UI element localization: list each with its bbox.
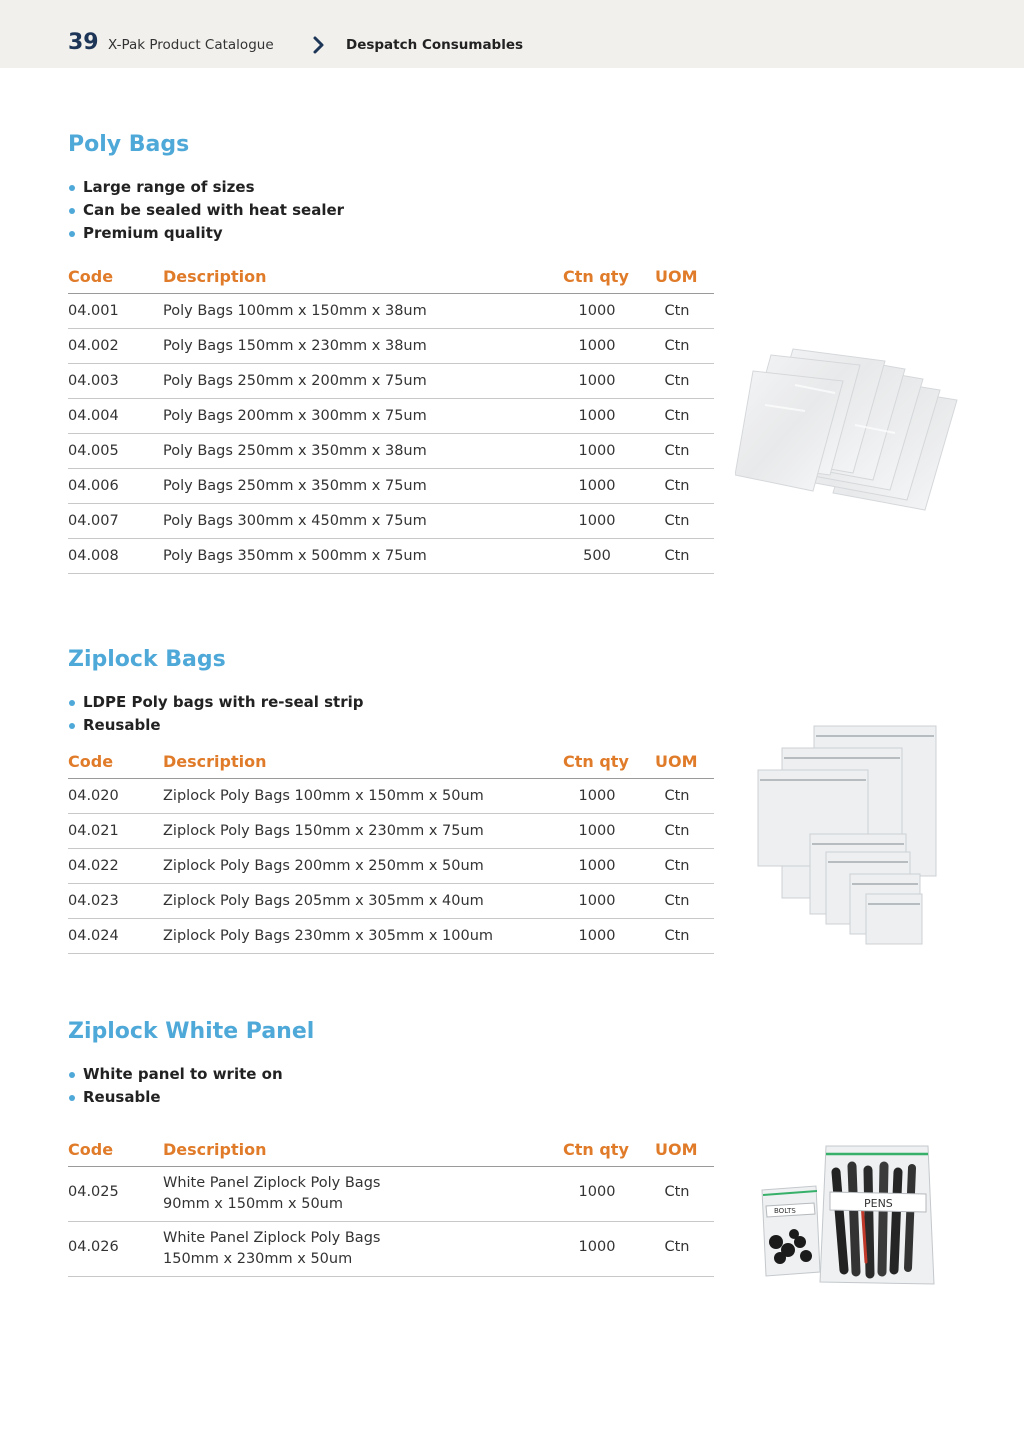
poly-bags-table (68, 267, 714, 574)
row-uom: Ctn (664, 1239, 690, 1255)
row-qty: 1000 (578, 478, 616, 494)
col-description: Description (163, 752, 267, 771)
row-qty: 1000 (578, 513, 616, 529)
feature-item: White panel to write on (68, 1063, 283, 1086)
row-qty: 1000 (578, 303, 616, 319)
row-description: Poly Bags 250mm x 350mm x 75um (163, 478, 427, 494)
row-qty: 1000 (578, 858, 616, 874)
table-row (68, 814, 714, 849)
row-code: 04.003 (68, 373, 119, 389)
row-description-line2: 150mm x 230mm x 50um (163, 1250, 353, 1267)
ziplock-bags-image (756, 724, 940, 946)
col-qty: Ctn qty (563, 752, 629, 771)
row-code: 04.004 (68, 408, 119, 424)
row-description: Ziplock Poly Bags 100mm x 150mm x 50um (163, 788, 484, 804)
feature-item: Reusable (68, 1086, 283, 1109)
panel-label-bolts: BOLTS (774, 1207, 796, 1215)
row-qty: 1000 (578, 373, 616, 389)
row-qty: 1000 (578, 1239, 616, 1255)
row-code: 04.001 (68, 303, 119, 319)
row-uom: Ctn (664, 788, 690, 804)
row-uom: Ctn (664, 373, 690, 389)
row-uom: Ctn (664, 303, 690, 319)
row-description: Poly Bags 100mm x 150mm x 38um (163, 303, 427, 319)
row-description: Poly Bags 200mm x 300mm x 75um (163, 408, 427, 424)
row-code: 04.023 (68, 893, 119, 909)
ziplock-bags-features (68, 691, 364, 737)
poly-bags-title: Poly Bags (68, 132, 190, 157)
feature-item: Large range of sizes (68, 176, 344, 199)
ziplock-white-panel-table (68, 1140, 714, 1277)
panel-label-pens: PENS (864, 1197, 893, 1210)
row-uom: Ctn (664, 443, 690, 459)
page-number: 39 (68, 30, 99, 55)
poly-bags-features (68, 176, 344, 245)
table-header (68, 267, 714, 294)
col-description: Description (163, 1140, 267, 1159)
row-uom: Ctn (664, 823, 690, 839)
row-uom: Ctn (664, 1184, 690, 1200)
row-qty: 1000 (578, 788, 616, 804)
chevron-right-icon (310, 34, 328, 56)
row-code: 04.022 (68, 858, 119, 874)
row-code: 04.008 (68, 548, 119, 564)
row-description: Poly Bags 300mm x 450mm x 75um (163, 513, 427, 529)
white-panel-bags-image (758, 1142, 940, 1290)
row-uom: Ctn (664, 548, 690, 564)
row-qty: 1000 (578, 893, 616, 909)
row-description: Ziplock Poly Bags 200mm x 250mm x 50um (163, 858, 484, 874)
table-row (68, 364, 714, 399)
catalogue-title: X-Pak Product Catalogue (108, 37, 274, 53)
row-uom: Ctn (664, 478, 690, 494)
ziplock-bags-table (68, 752, 714, 954)
row-description: Ziplock Poly Bags 150mm x 230mm x 75um (163, 823, 484, 839)
ziplock-bags-title: Ziplock Bags (68, 647, 226, 672)
row-qty: 1000 (578, 338, 616, 354)
row-code: 04.002 (68, 338, 119, 354)
table-row (68, 399, 714, 434)
feature-item: Can be sealed with heat sealer (68, 199, 344, 222)
row-uom: Ctn (664, 408, 690, 424)
poly-bags-image (735, 345, 960, 515)
col-uom: UOM (655, 267, 698, 286)
row-description-line1: White Panel Ziplock Poly Bags (163, 1230, 381, 1246)
table-row (68, 779, 714, 814)
table-row (68, 434, 714, 469)
col-code: Code (68, 1140, 114, 1159)
row-description (163, 1228, 380, 1269)
table-row (68, 294, 714, 329)
row-description: Poly Bags 150mm x 230mm x 38um (163, 338, 427, 354)
table-row (68, 884, 714, 919)
table-row (68, 1222, 714, 1277)
table-row (68, 539, 714, 574)
page-header (0, 0, 1024, 68)
row-code: 04.021 (68, 823, 119, 839)
row-uom: Ctn (664, 928, 690, 944)
feature-item: LDPE Poly bags with re-seal strip (68, 691, 364, 714)
row-qty: 1000 (578, 408, 616, 424)
row-description: Poly Bags 350mm x 500mm x 75um (163, 548, 427, 564)
row-qty: 1000 (578, 1184, 616, 1200)
feature-item: Premium quality (68, 222, 344, 245)
row-description: Ziplock Poly Bags 230mm x 305mm x 100um (163, 928, 494, 944)
row-qty: 1000 (578, 928, 616, 944)
table-row (68, 919, 714, 954)
row-code: 04.026 (68, 1239, 119, 1255)
col-uom: UOM (655, 752, 698, 771)
row-code: 04.025 (68, 1184, 119, 1200)
col-uom: UOM (655, 1140, 698, 1159)
table-header (68, 752, 714, 779)
row-description: Poly Bags 250mm x 200mm x 75um (163, 373, 427, 389)
table-row (68, 849, 714, 884)
col-code: Code (68, 267, 114, 286)
row-qty: 500 (583, 548, 611, 564)
breadcrumb-section: Despatch Consumables (346, 37, 524, 53)
row-uom: Ctn (664, 338, 690, 354)
col-code: Code (68, 752, 114, 771)
row-code: 04.006 (68, 478, 119, 494)
table-row (68, 504, 714, 539)
row-qty: 1000 (578, 823, 616, 839)
ziplock-white-panel-features (68, 1063, 283, 1109)
row-qty: 1000 (578, 443, 616, 459)
table-header (68, 1140, 714, 1167)
row-uom: Ctn (664, 893, 690, 909)
col-qty: Ctn qty (563, 1140, 629, 1159)
feature-item: Reusable (68, 714, 364, 737)
row-uom: Ctn (664, 513, 690, 529)
row-code: 04.005 (68, 443, 119, 459)
row-code: 04.020 (68, 788, 119, 804)
table-row (68, 1167, 714, 1222)
table-row (68, 469, 714, 504)
row-uom: Ctn (664, 858, 690, 874)
col-qty: Ctn qty (563, 267, 629, 286)
ziplock-white-panel-title: Ziplock White Panel (68, 1019, 315, 1044)
row-description: Poly Bags 250mm x 350mm x 38um (163, 443, 427, 459)
col-description: Description (163, 267, 267, 286)
row-description (163, 1173, 380, 1214)
row-description-line2: 90mm x 150mm x 50um (163, 1195, 343, 1212)
row-code: 04.024 (68, 928, 119, 944)
row-code: 04.007 (68, 513, 119, 529)
row-description: Ziplock Poly Bags 205mm x 305mm x 40um (163, 893, 484, 909)
table-row (68, 329, 714, 364)
row-description-line1: White Panel Ziplock Poly Bags (163, 1175, 381, 1191)
